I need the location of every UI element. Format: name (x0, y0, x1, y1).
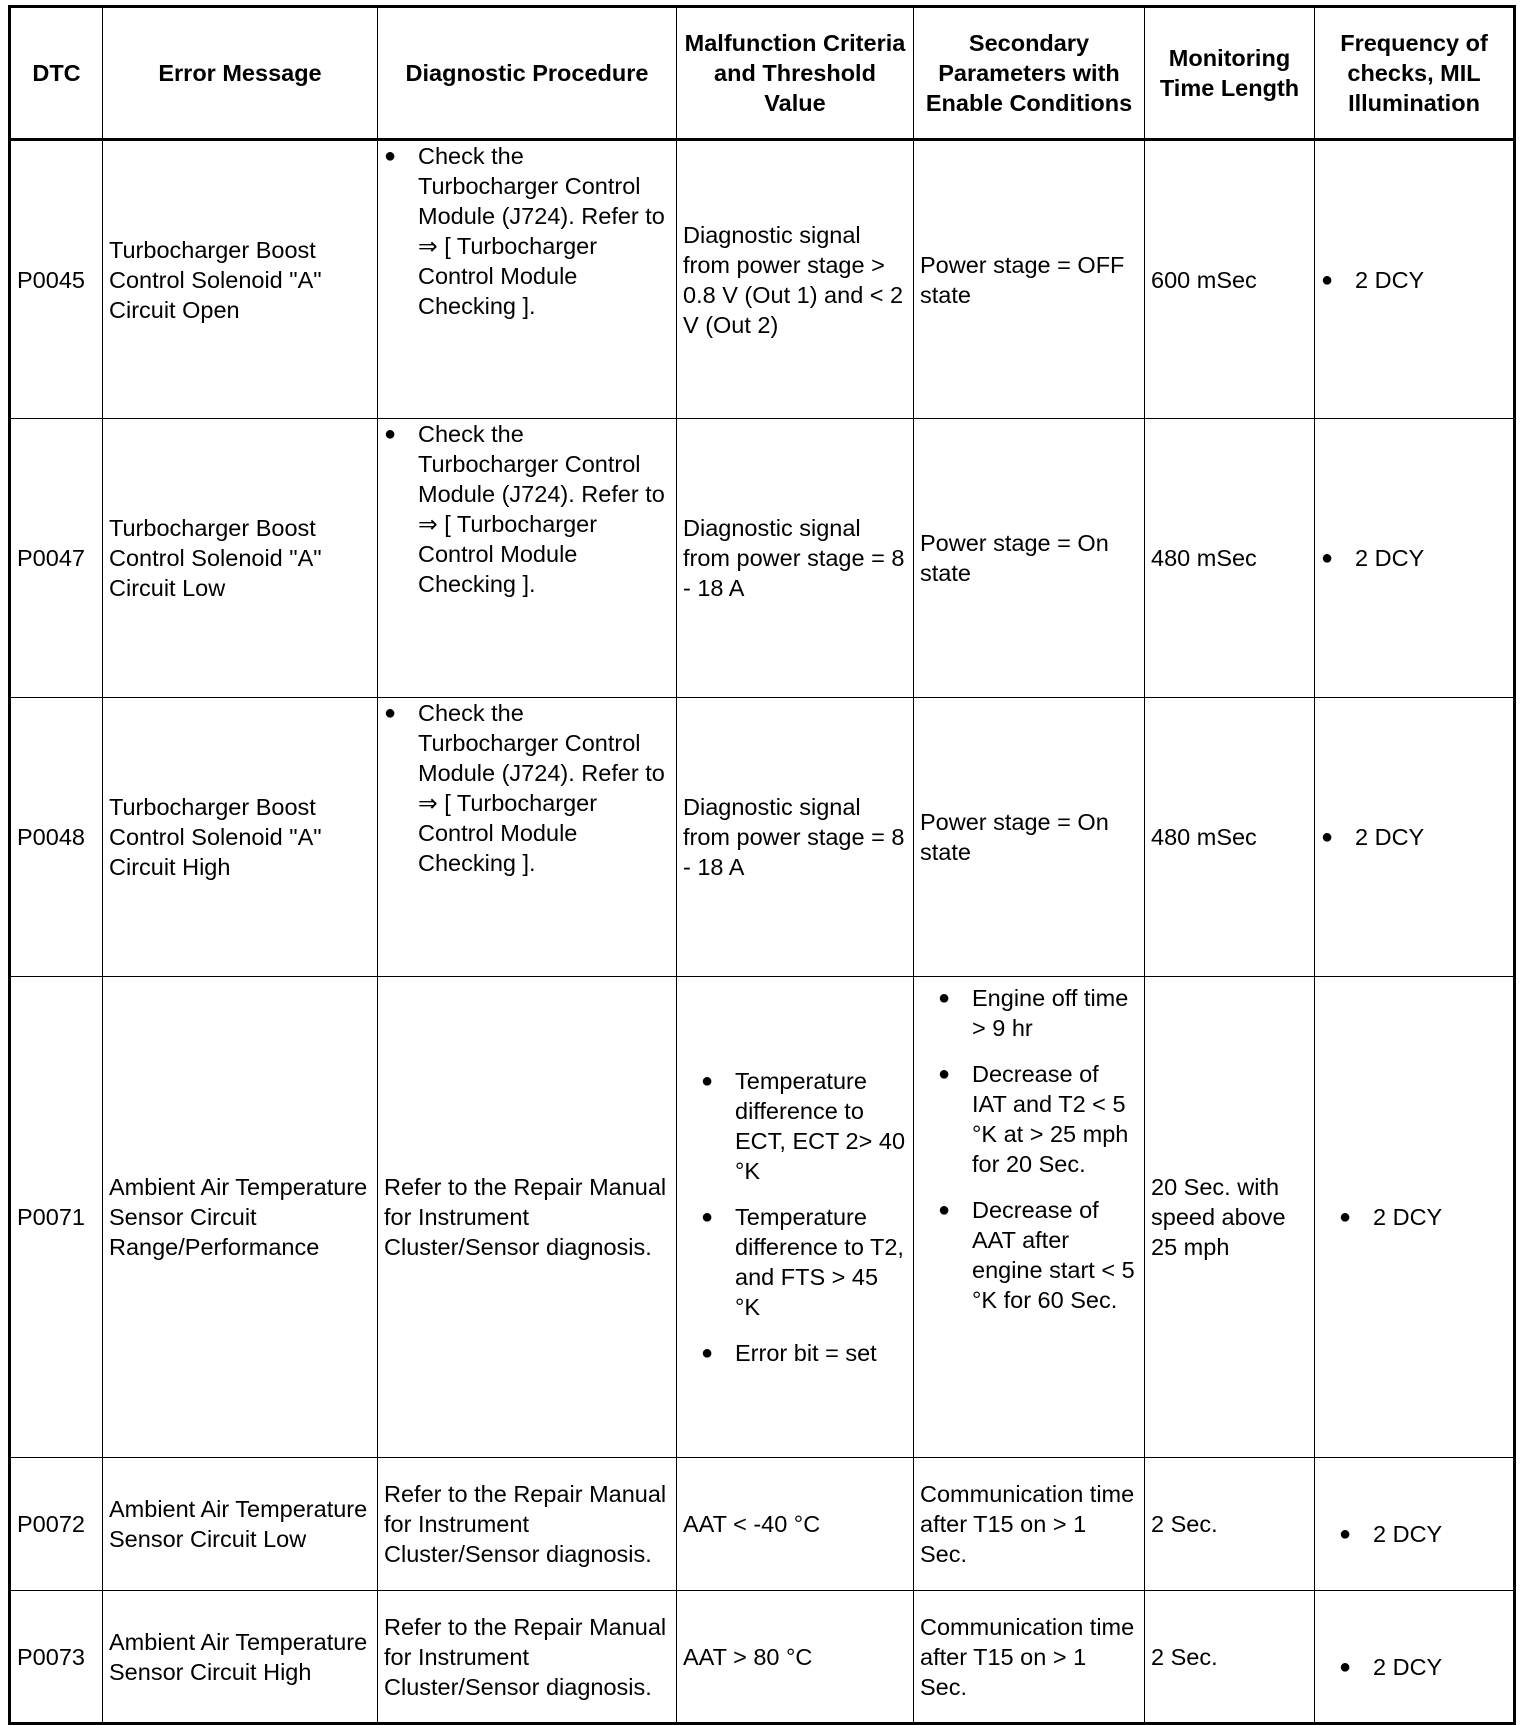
frequency-item: ● 2 DCY (1339, 1202, 1507, 1232)
error-message: Turbocharger Boost Control Solenoid "A" Circuit Open (103, 140, 378, 419)
monitoring-time: 2 Sec. (1145, 1458, 1315, 1591)
malfunction-criteria: Diagnostic signal from power stage = 8 - 18 A (677, 419, 914, 698)
error-message: Turbocharger Boost Control Solenoid "A" Circuit Low (103, 419, 378, 698)
procedure-item: ● Check the Turbocharger Control Module (J724). Refer to ⇒ [ Turbocharger Control Module Checking ]. (384, 698, 670, 878)
monitoring-time: 20 Sec. with speed above 25 mph (1145, 977, 1315, 1458)
criteria-item: ● Error bit = set (701, 1338, 907, 1368)
diagnostic-procedure: Refer to the Repair Manual for Instrument Cluster/Sensor diagnosis. (378, 1458, 677, 1591)
frequency-list (1321, 265, 1507, 295)
table-row (10, 140, 1515, 419)
header-dtc: DTC (10, 7, 103, 140)
frequency-list (1339, 1652, 1507, 1682)
monitoring-time: 2 Sec. (1145, 1591, 1315, 1724)
table-row (10, 1591, 1515, 1724)
header-secondary-parameters: Secondary Parameters with Enable Conditions (914, 7, 1145, 140)
malfunction-criteria-cell (677, 977, 914, 1458)
frequency-cell (1315, 977, 1515, 1458)
frequency-cell (1315, 419, 1515, 698)
table-row (10, 977, 1515, 1458)
dtc-table (8, 5, 1516, 1725)
dtc-code: P0071 (10, 977, 103, 1458)
monitoring-time: 480 mSec (1145, 698, 1315, 977)
header-monitoring-time: Monitoring Time Length (1145, 7, 1315, 140)
frequency-cell (1315, 1458, 1515, 1591)
dtc-code: P0048 (10, 698, 103, 977)
table-row (10, 419, 1515, 698)
frequency-cell (1315, 1591, 1515, 1724)
secondary-parameters: Power stage = OFF state (914, 140, 1145, 419)
secondary-parameters: Communication time after T15 on > 1 Sec. (914, 1458, 1145, 1591)
secondary-parameters: Communication time after T15 on > 1 Sec. (914, 1591, 1145, 1724)
malfunction-criteria: Diagnostic signal from power stage = 8 - 18 A (677, 698, 914, 977)
dtc-code: P0073 (10, 1591, 103, 1724)
dtc-code: P0047 (10, 419, 103, 698)
table-row (10, 1458, 1515, 1591)
dtc-code: P0045 (10, 140, 103, 419)
frequency-list (1321, 822, 1507, 852)
secondary-item: ● Decrease of AAT after engine start < 5 °K for 60 Sec. (938, 1195, 1138, 1315)
procedure-list (384, 141, 670, 321)
header-diagnostic-procedure: Diagnostic Procedure (378, 7, 677, 140)
malfunction-criteria: AAT < -40 °C (677, 1458, 914, 1591)
monitoring-time: 600 mSec (1145, 140, 1315, 419)
procedure-list (384, 698, 670, 878)
secondary-parameters: Power stage = On state (914, 419, 1145, 698)
header-frequency: Frequency of checks, MIL Illumination (1315, 7, 1515, 140)
dtc-code: P0072 (10, 1458, 103, 1591)
criteria-list (701, 1066, 907, 1368)
frequency-item: ● 2 DCY (1339, 1519, 1507, 1549)
frequency-item: ● 2 DCY (1339, 1652, 1507, 1682)
secondary-parameters: Power stage = On state (914, 698, 1145, 977)
frequency-list (1339, 1202, 1507, 1232)
diagnostic-procedure-cell (378, 698, 677, 977)
procedure-item: ● Check the Turbocharger Control Module (J724). Refer to ⇒ [ Turbocharger Control Module Checking ]. (384, 141, 670, 321)
malfunction-criteria: AAT > 80 °C (677, 1591, 914, 1724)
frequency-item: ● 2 DCY (1321, 822, 1507, 852)
malfunction-criteria: Diagnostic signal from power stage > 0.8 V (Out 1) and < 2 V (Out 2) (677, 140, 914, 419)
secondary-parameters-cell (914, 977, 1145, 1458)
header-malfunction-criteria: Malfunction Criteria and Threshold Value (677, 7, 914, 140)
error-message: Turbocharger Boost Control Solenoid "A" Circuit High (103, 698, 378, 977)
diagnostic-procedure: Refer to the Repair Manual for Instrument Cluster/Sensor diagnosis. (378, 1591, 677, 1724)
procedure-item: ● Check the Turbocharger Control Module (J724). Refer to ⇒ [ Turbocharger Control Module Checking ]. (384, 419, 670, 599)
frequency-item: ● 2 DCY (1321, 543, 1507, 573)
frequency-cell (1315, 698, 1515, 977)
error-message: Ambient Air Temperature Sensor Circuit High (103, 1591, 378, 1724)
criteria-item: ● Temperature difference to T2, and FTS > 45 °K (701, 1202, 907, 1322)
diagnostic-procedure-cell (378, 419, 677, 698)
header-error-message: Error Message (103, 7, 378, 140)
secondary-item: ● Decrease of IAT and T2 < 5 °K at > 25 mph for 20 Sec. (938, 1059, 1138, 1179)
frequency-item: ● 2 DCY (1321, 265, 1507, 295)
table-header-row (10, 7, 1515, 140)
table-row (10, 698, 1515, 977)
diagnostic-procedure: Refer to the Repair Manual for Instrument Cluster/Sensor diagnosis. (378, 977, 677, 1458)
frequency-cell (1315, 140, 1515, 419)
monitoring-time: 480 mSec (1145, 419, 1315, 698)
diagnostic-procedure-cell (378, 140, 677, 419)
procedure-list (384, 419, 670, 599)
error-message: Ambient Air Temperature Sensor Circuit Low (103, 1458, 378, 1591)
criteria-item: ● Temperature difference to ECT, ECT 2> 40 °K (701, 1066, 907, 1186)
error-message: Ambient Air Temperature Sensor Circuit Range/Performance (103, 977, 378, 1458)
secondary-list (938, 983, 1138, 1315)
secondary-item: ● Engine off time > 9 hr (938, 983, 1138, 1043)
frequency-list (1339, 1519, 1507, 1549)
frequency-list (1321, 543, 1507, 573)
